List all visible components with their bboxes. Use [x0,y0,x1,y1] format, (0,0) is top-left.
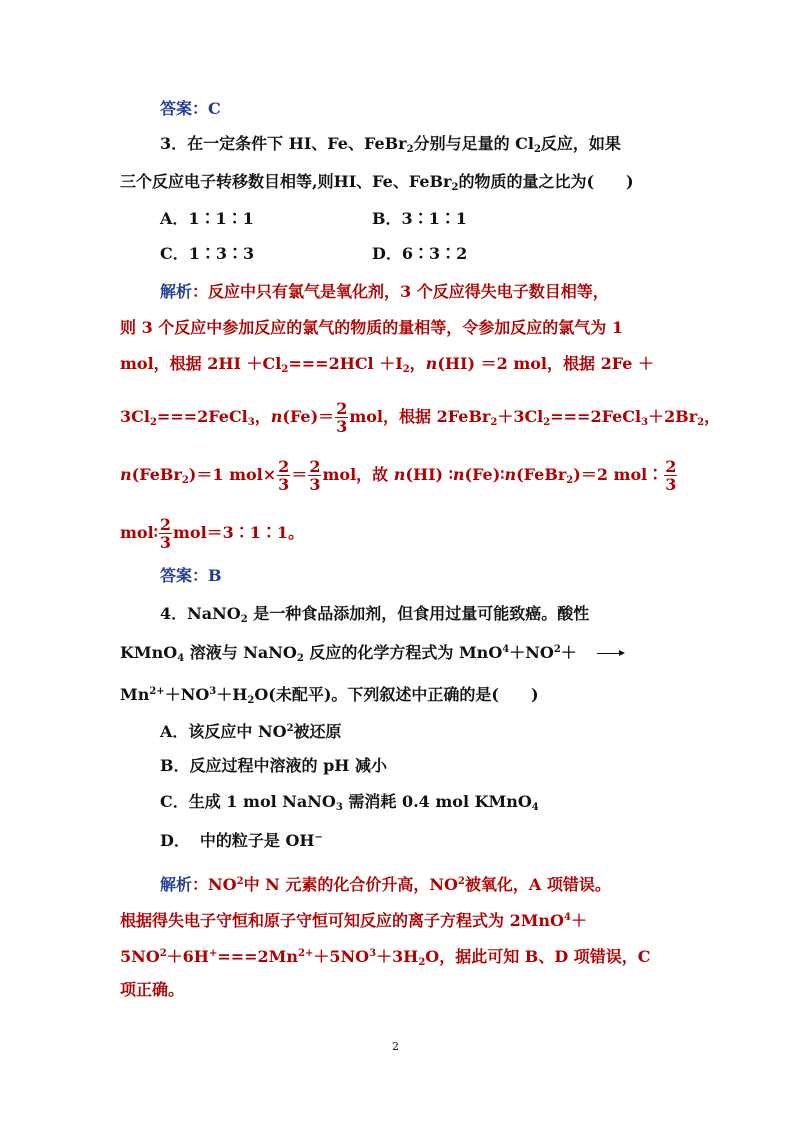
option-b-q4: B．反应过程中溶液的 pH 减小 [160,756,387,775]
analysis-line-1: 解析：反应中只有氯气是氧化剂，3 个反应得失电子数目相等， [160,282,609,301]
fraction: $\frac{2}{3}$ [278,457,290,494]
answer-value: C [208,99,221,118]
analysis-q4-line-1: 解析：$NO^2$中 N 元素的化合价升高，$NO^2$被氧化，A 项错误。 [160,875,611,894]
answer-line [160,99,221,119]
answer-line-2: 答案：B [160,566,222,585]
option-b: B．3∶1∶1 [372,209,467,228]
option-c: C．1∶3∶3 [160,244,255,263]
analysis-line-6: mol∶ $\frac{2}{3}$ mol＝3∶1∶1。 [120,515,305,552]
option-a-q4: A．该反应中 $NO^2$被还原 [160,722,342,741]
fraction: $\frac{2}{3}$ [159,515,171,552]
question-3-stem-line-1: 3．在一定条件下 HI、Fe、FeBr$_2$分别与足量的 $Cl_2$反应，如果 [160,134,621,155]
analysis-q4-line-4: 项正确。 [120,980,185,999]
analysis-line-4: $3Cl_2===2FeCl_3$，n(Fe)＝ $\frac{2}{3}$ mol，根据 $2FeBr_2+3Cl_2===2FeCl_3+2Br_2$， [120,399,721,436]
fraction: $\frac{2}{3}$ [336,399,348,436]
analysis-line-2: 则 3 个反应中参加反应的氯气的物质的量相等，令参加反应的氯气为 1 [120,318,623,337]
question-4-stem-line-1: 4．NaNO$_2$ 是一种食品添加剂，但食用过量可能致癌。酸性 [160,604,590,625]
analysis-q4-line-2: 根据得失电子守恒和原子守恒可知反应的离子方程式为 2MnO$^4$＋ [120,911,587,930]
page-number: 2 [392,1040,399,1053]
option-d-q4: D． 中的粒子是 OH− [160,831,323,850]
option-d: D．6∶3∶2 [372,244,468,263]
answer-label: 答案： [160,99,209,118]
analysis-label: 解析 [160,282,193,301]
option-a: A．1∶1∶1 [160,209,254,228]
analysis-q4-line-3: $5NO^2+6H^+===2Mn^{2+}+5NO^3+3H_2O$，据此可知 B、D 项错误，C [120,947,651,968]
analysis-line-5: n(FeBr$_2$)＝1 mol× $\frac{2}{3}$ ＝ $\frac{2}{3}$ mol，故 n(HI) ∶n(Fe)∶n(FeBr$_2$)＝2 mol∶ $\frac{2}{3}$ [120,457,677,494]
fraction: $\frac{2}{3}$ [309,457,321,494]
fraction: $\frac{2}{3}$ [665,457,677,494]
question-4-stem-line-3: $Mn^{2+}+NO^3+H_2O$(未配平)。下列叙述中正确的是( ) [120,685,539,706]
analysis-line-3: mol，根据 $2HI +Cl_2===2HCl +I_2$，n(HI) ＝2 mol，根据 2Fe ＋ [120,354,654,375]
question-3-stem-line-2: 三个反应电子转移数目相等,则HI、Fe、FeBr$_2$的物质的量之比为( ) [120,172,634,193]
option-c-q4: C．生成 1 mol NaNO$_3$ 需消耗 0.4 mol KMnO$_4$ [160,792,539,813]
analysis-label: 解析 [160,875,193,894]
reaction-arrow-icon [597,653,623,654]
question-4-stem-line-2: KMnO$_4$ 溶液与 NaNO$_2$ 反应的化学方程式为 $MnO^4+NO^2+$ [120,640,623,669]
